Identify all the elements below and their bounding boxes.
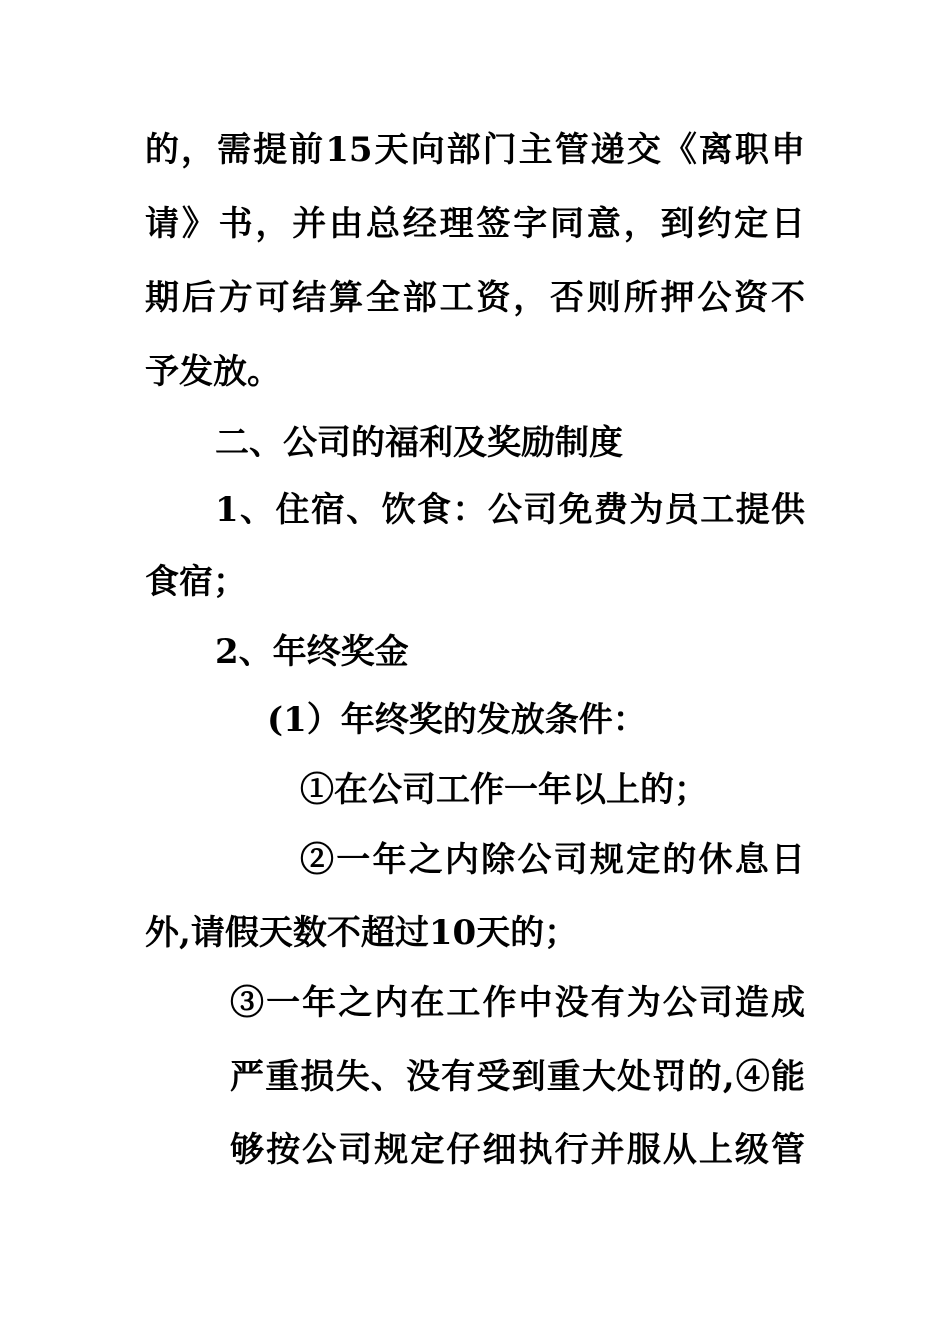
condition-item-continuation: 外,请假天数不超过10天的； bbox=[145, 913, 579, 953]
list-item-heading: 2、年终奖金 bbox=[215, 632, 409, 672]
condition-item-continuation: 够按公司规定仔细执行并服从上级管 bbox=[230, 1130, 805, 1170]
condition-item: ③一年之内在工作中没有为公司造成 bbox=[230, 983, 805, 1023]
condition-item: ②一年之内除公司规定的休息日 bbox=[300, 840, 805, 880]
list-item-line: 食宿； bbox=[145, 562, 247, 602]
condition-item: ①在公司工作一年以上的； bbox=[300, 770, 708, 810]
paragraph-line: 的，需提前15天向部门主管递交《离职申 bbox=[145, 130, 805, 170]
condition-item-continuation: 严重损失、没有受到重大处罚的,④能 bbox=[230, 1057, 805, 1097]
list-item-line: 1、住宿、饮食：公司免费为员工提供 bbox=[215, 490, 805, 530]
paragraph-line: 予发放。 bbox=[145, 352, 281, 392]
paragraph-line: 请》书，并由总经理签字同意，到约定日 bbox=[145, 204, 805, 244]
section-heading: 二、公司的福利及奖励制度 bbox=[215, 423, 623, 463]
sub-item-heading: (1）年终奖的发放条件： bbox=[267, 700, 647, 740]
paragraph-line: 期后方可结算全部工资，否则所押公资不 bbox=[145, 278, 805, 318]
